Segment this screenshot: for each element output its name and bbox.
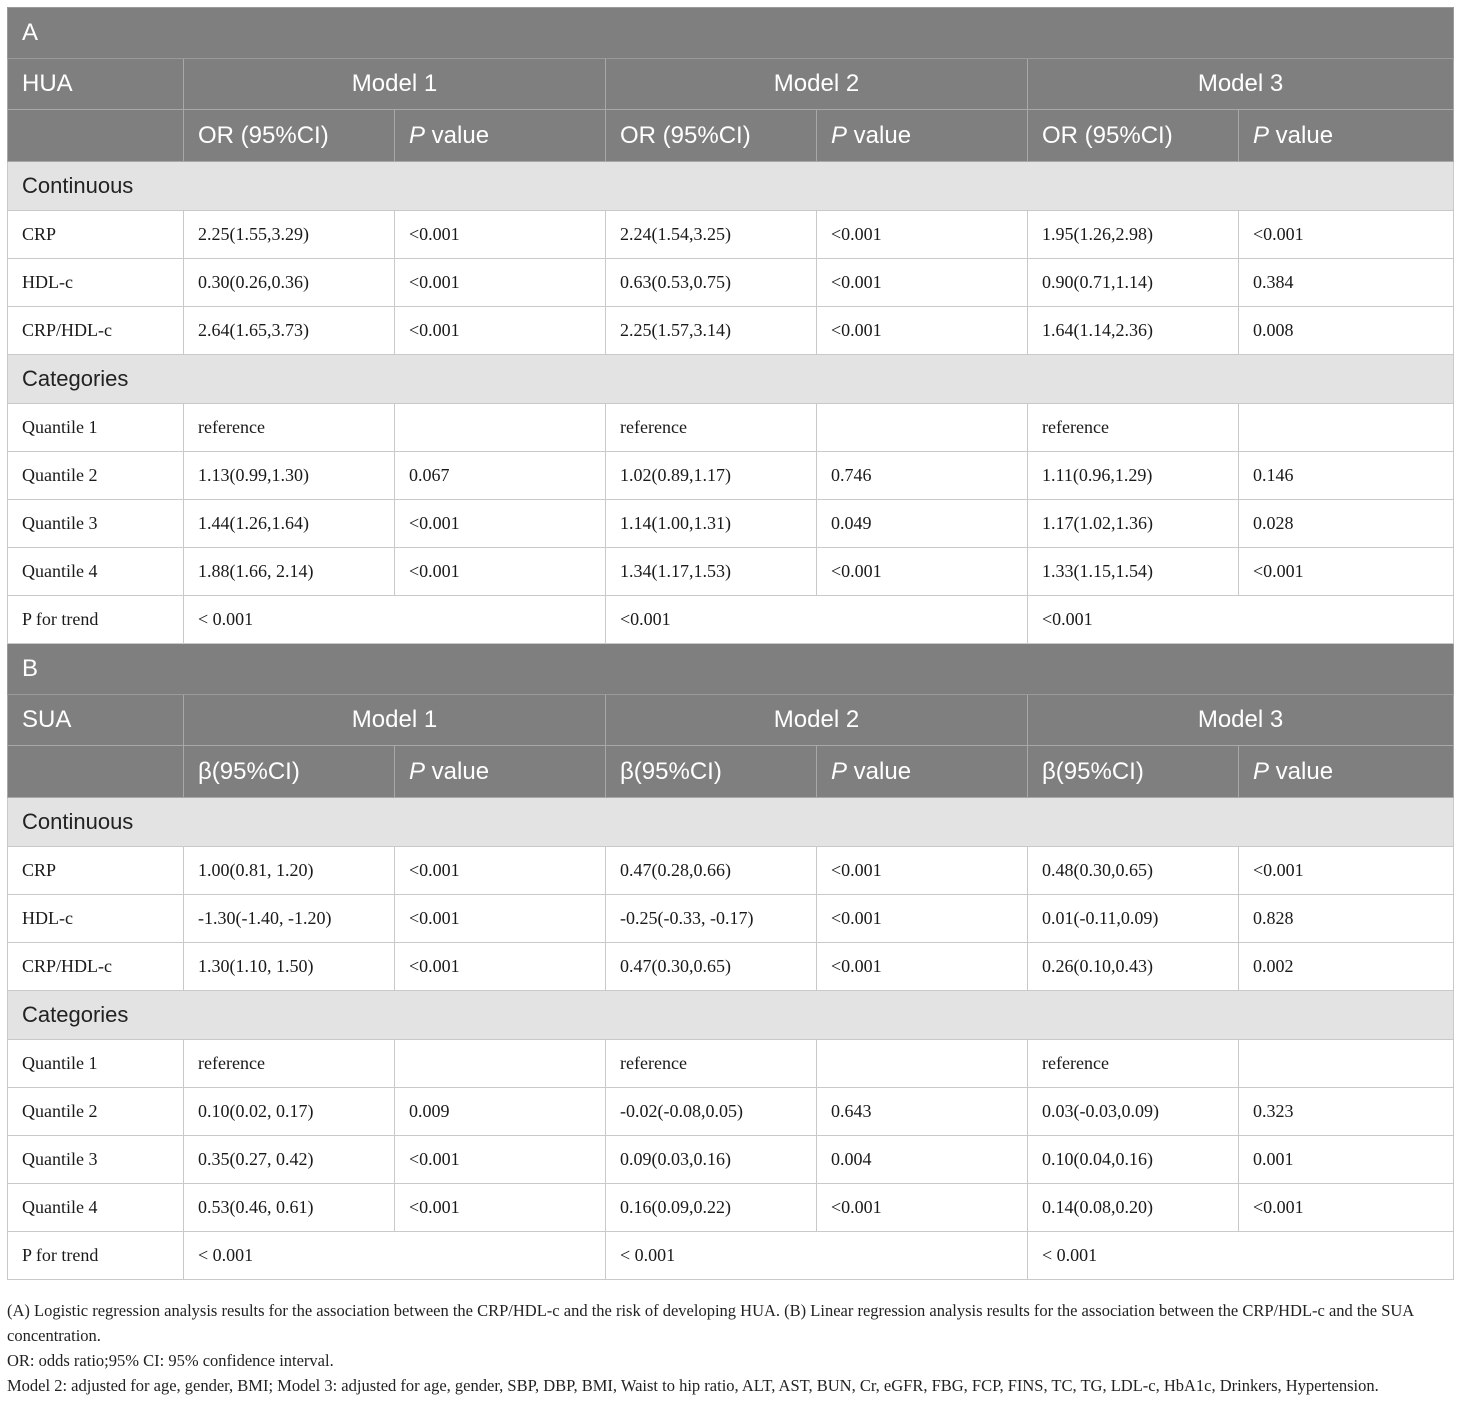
p-value-cell: <0.001 — [395, 943, 606, 991]
trend-value: <0.001 — [606, 596, 1028, 644]
p-italic-label: P — [831, 757, 848, 785]
effect-header: β(95%CI) — [1028, 746, 1239, 798]
p-value-cell: <0.001 — [1239, 847, 1454, 895]
p-value-header — [817, 746, 1028, 798]
estimate-cell: 0.35(0.27, 0.42) — [184, 1136, 395, 1184]
estimate-cell: reference — [606, 404, 817, 452]
p-value-cell: 0.746 — [817, 452, 1028, 500]
empty-header-cell — [8, 110, 184, 162]
estimate-cell: 1.11(0.96,1.29) — [1028, 452, 1239, 500]
estimate-cell: 1.95(1.26,2.98) — [1028, 211, 1239, 259]
p-value-header — [817, 110, 1028, 162]
row-label: HDL-c — [8, 895, 184, 943]
p-value-cell: <0.001 — [395, 307, 606, 355]
row-label: HDL-c — [8, 259, 184, 307]
p-italic-label: P — [409, 757, 426, 785]
estimate-cell: 0.14(0.08,0.20) — [1028, 1184, 1239, 1232]
table-row — [8, 1088, 1454, 1136]
p-value-cell: <0.001 — [817, 895, 1028, 943]
model-header: Model 3 — [1028, 695, 1454, 746]
table-row — [8, 307, 1454, 355]
p-italic-label: P — [831, 121, 848, 149]
model-header: Model 1 — [184, 59, 606, 110]
group-header: Categories — [8, 355, 1454, 404]
p-value-cell — [395, 404, 606, 452]
p-value-cell: <0.001 — [395, 259, 606, 307]
row-label: Quantile 4 — [8, 1184, 184, 1232]
row-label: CRP/HDL-c — [8, 943, 184, 991]
effect-header: β(95%CI) — [184, 746, 395, 798]
estimate-cell: 2.24(1.54,3.25) — [606, 211, 817, 259]
table-row — [8, 943, 1454, 991]
trend-row — [8, 596, 1454, 644]
table-footnotes — [7, 1298, 1453, 1398]
row-label: Quantile 3 — [8, 500, 184, 548]
p-value-cell: 0.146 — [1239, 452, 1454, 500]
group-header: Continuous — [8, 798, 1454, 847]
empty-header-cell — [8, 746, 184, 798]
estimate-cell: 0.03(-0.03,0.09) — [1028, 1088, 1239, 1136]
group-header-row — [8, 991, 1454, 1040]
row-label: CRP — [8, 847, 184, 895]
p-value-label-rest: value — [425, 757, 490, 785]
effect-header: OR (95%CI) — [1028, 110, 1239, 162]
estimate-cell: 2.64(1.65,3.73) — [184, 307, 395, 355]
p-italic-label: P — [1253, 757, 1270, 785]
estimate-cell: reference — [184, 1040, 395, 1088]
row-label: Quantile 4 — [8, 548, 184, 596]
p-value-cell: <0.001 — [817, 847, 1028, 895]
estimate-cell: 0.01(-0.11,0.09) — [1028, 895, 1239, 943]
model-header-row — [8, 59, 1454, 110]
estimate-cell: -0.25(-0.33, -0.17) — [606, 895, 817, 943]
estimate-cell: reference — [606, 1040, 817, 1088]
p-value-cell: 0.002 — [1239, 943, 1454, 991]
table-row — [8, 259, 1454, 307]
p-value-label-rest: value — [847, 757, 912, 785]
model-header: Model 1 — [184, 695, 606, 746]
table-row — [8, 548, 1454, 596]
estimate-cell: 0.16(0.09,0.22) — [606, 1184, 817, 1232]
p-value-header — [1239, 746, 1454, 798]
estimate-cell: 0.90(0.71,1.14) — [1028, 259, 1239, 307]
estimate-cell: 0.53(0.46, 0.61) — [184, 1184, 395, 1232]
estimate-cell: reference — [1028, 404, 1239, 452]
estimate-cell: -1.30(-1.40, -1.20) — [184, 895, 395, 943]
p-value-cell: <0.001 — [1239, 1184, 1454, 1232]
effect-header: OR (95%CI) — [184, 110, 395, 162]
p-value-cell: 0.384 — [1239, 259, 1454, 307]
trend-value: < 0.001 — [606, 1232, 1028, 1280]
regression-table — [7, 7, 1454, 1280]
table-row — [8, 1040, 1454, 1088]
trend-value: < 0.001 — [1028, 1232, 1454, 1280]
effect-header: β(95%CI) — [606, 746, 817, 798]
p-value-cell: <0.001 — [395, 211, 606, 259]
p-value-label-rest: value — [847, 121, 912, 149]
p-value-cell: <0.001 — [395, 847, 606, 895]
estimate-cell: 1.14(1.00,1.31) — [606, 500, 817, 548]
p-value-cell: 0.028 — [1239, 500, 1454, 548]
p-value-cell — [395, 1040, 606, 1088]
estimate-cell: 1.00(0.81, 1.20) — [184, 847, 395, 895]
trend-value: < 0.001 — [184, 596, 606, 644]
estimate-cell: 1.88(1.66, 2.14) — [184, 548, 395, 596]
table-row — [8, 500, 1454, 548]
p-value-cell: 0.009 — [395, 1088, 606, 1136]
footnote: Model 2: adjusted for age, gender, BMI; Model 3: adjusted for age, gender, SBP, DBP, BMI, Waist to hip ratio, ALT, AST, BUN, Cr, eGFR, FBG, FCP, FINS, TC, TG, LDL-c, HbA1c, Drinkers, Hypertension. — [7, 1376, 1379, 1395]
row-label: Quantile 3 — [8, 1136, 184, 1184]
p-value-label-rest: value — [425, 121, 490, 149]
outcome-label: SUA — [8, 695, 184, 746]
table-row — [8, 404, 1454, 452]
table-row — [8, 895, 1454, 943]
panel-label-row — [8, 644, 1454, 695]
p-italic-label: P — [1253, 121, 1270, 149]
table-row — [8, 1184, 1454, 1232]
p-value-cell — [817, 1040, 1028, 1088]
group-header-row — [8, 355, 1454, 404]
p-value-cell: 0.828 — [1239, 895, 1454, 943]
p-value-cell — [817, 404, 1028, 452]
p-value-header — [395, 746, 606, 798]
p-value-cell: 0.004 — [817, 1136, 1028, 1184]
p-value-cell: <0.001 — [817, 259, 1028, 307]
p-value-cell: 0.008 — [1239, 307, 1454, 355]
estimate-cell: 2.25(1.57,3.14) — [606, 307, 817, 355]
estimate-cell: 0.10(0.04,0.16) — [1028, 1136, 1239, 1184]
group-header-row — [8, 162, 1454, 211]
p-value-cell: <0.001 — [1239, 211, 1454, 259]
outcome-label: HUA — [8, 59, 184, 110]
column-subheader-row — [8, 746, 1454, 798]
p-value-cell: <0.001 — [395, 500, 606, 548]
estimate-cell: 0.10(0.02, 0.17) — [184, 1088, 395, 1136]
p-value-cell: <0.001 — [817, 307, 1028, 355]
estimate-cell: 0.47(0.28,0.66) — [606, 847, 817, 895]
trend-value: <0.001 — [1028, 596, 1454, 644]
estimate-cell: 1.30(1.10, 1.50) — [184, 943, 395, 991]
regression-table-container — [7, 7, 1453, 1281]
p-value-cell — [1239, 1040, 1454, 1088]
row-label: Quantile 2 — [8, 452, 184, 500]
p-italic-label: P — [409, 121, 426, 149]
table-row — [8, 1136, 1454, 1184]
panel-label: A — [8, 8, 1454, 59]
trend-label: P for trend — [8, 1232, 184, 1280]
model-header: Model 2 — [606, 695, 1028, 746]
estimate-cell: reference — [1028, 1040, 1239, 1088]
estimate-cell: -0.02(-0.08,0.05) — [606, 1088, 817, 1136]
p-value-cell: 0.323 — [1239, 1088, 1454, 1136]
panel-label: B — [8, 644, 1454, 695]
p-value-label-rest: value — [1269, 757, 1334, 785]
p-value-cell: <0.001 — [817, 548, 1028, 596]
estimate-cell: 0.63(0.53,0.75) — [606, 259, 817, 307]
p-value-header — [1239, 110, 1454, 162]
group-header: Categories — [8, 991, 1454, 1040]
estimate-cell: 2.25(1.55,3.29) — [184, 211, 395, 259]
p-value-cell: <0.001 — [395, 895, 606, 943]
row-label: Quantile 1 — [8, 1040, 184, 1088]
footnote: OR: odds ratio;95% CI: 95% confidence interval. — [7, 1351, 334, 1370]
p-value-cell: <0.001 — [817, 943, 1028, 991]
estimate-cell: 1.44(1.26,1.64) — [184, 500, 395, 548]
p-value-cell: <0.001 — [1239, 548, 1454, 596]
group-header-row — [8, 798, 1454, 847]
p-value-cell: 0.001 — [1239, 1136, 1454, 1184]
table-row — [8, 211, 1454, 259]
estimate-cell: 0.26(0.10,0.43) — [1028, 943, 1239, 991]
estimate-cell: 0.48(0.30,0.65) — [1028, 847, 1239, 895]
p-value-cell: <0.001 — [395, 548, 606, 596]
p-value-cell: 0.049 — [817, 500, 1028, 548]
column-subheader-row — [8, 110, 1454, 162]
estimate-cell: 1.64(1.14,2.36) — [1028, 307, 1239, 355]
group-header: Continuous — [8, 162, 1454, 211]
estimate-cell: 1.02(0.89,1.17) — [606, 452, 817, 500]
estimate-cell: 0.30(0.26,0.36) — [184, 259, 395, 307]
p-value-cell: <0.001 — [817, 211, 1028, 259]
p-value-cell — [1239, 404, 1454, 452]
p-value-cell: <0.001 — [817, 1184, 1028, 1232]
model-header: Model 2 — [606, 59, 1028, 110]
estimate-cell: 1.13(0.99,1.30) — [184, 452, 395, 500]
model-header: Model 3 — [1028, 59, 1454, 110]
estimate-cell: 1.34(1.17,1.53) — [606, 548, 817, 596]
estimate-cell: 0.47(0.30,0.65) — [606, 943, 817, 991]
estimate-cell: 1.17(1.02,1.36) — [1028, 500, 1239, 548]
row-label: Quantile 1 — [8, 404, 184, 452]
row-label: Quantile 2 — [8, 1088, 184, 1136]
model-header-row — [8, 695, 1454, 746]
table-row — [8, 847, 1454, 895]
p-value-header — [395, 110, 606, 162]
effect-header: OR (95%CI) — [606, 110, 817, 162]
p-value-cell: 0.067 — [395, 452, 606, 500]
trend-value: < 0.001 — [184, 1232, 606, 1280]
footnote: (A) Logistic regression analysis results for the association between the CRP/HDL-c and the risk of developing HUA. (B) Linear regression analysis results for the association between the CRP/HDL-c and the SUA concentration. — [7, 1301, 1414, 1345]
trend-label: P for trend — [8, 596, 184, 644]
p-value-cell: <0.001 — [395, 1184, 606, 1232]
estimate-cell: reference — [184, 404, 395, 452]
p-value-label-rest: value — [1269, 121, 1334, 149]
estimate-cell: 0.09(0.03,0.16) — [606, 1136, 817, 1184]
p-value-cell: <0.001 — [395, 1136, 606, 1184]
panel-label-row — [8, 8, 1454, 59]
p-value-cell: 0.643 — [817, 1088, 1028, 1136]
row-label: CRP — [8, 211, 184, 259]
table-row — [8, 452, 1454, 500]
trend-row — [8, 1232, 1454, 1280]
estimate-cell: 1.33(1.15,1.54) — [1028, 548, 1239, 596]
row-label: CRP/HDL-c — [8, 307, 184, 355]
